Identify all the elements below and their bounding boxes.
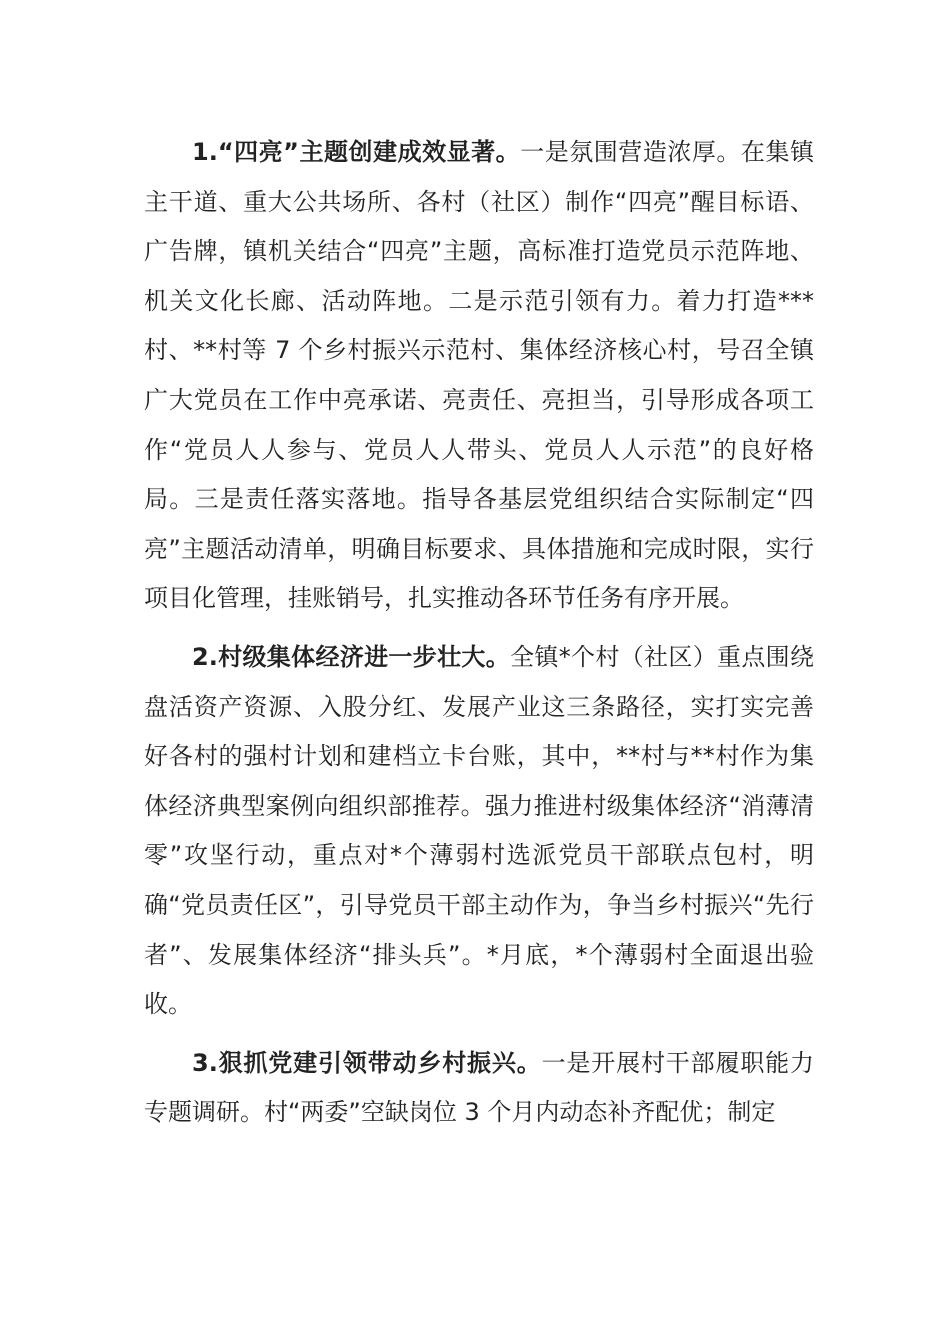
paragraph-2	[144, 633, 814, 1030]
paragraph-3	[144, 1039, 814, 1138]
paragraph-1-body: 一是氛围营造浓厚。在集镇主干道、重大公共场所、各村（社区）制作“四亮”醒目标语、广告牌，镇机关结合“四亮”主题，高标准打造党员示范阵地、机关文化长廊、活动阵地。二是示范引领有力。着力打造***村、**村等 7 个乡村振兴示范村、集体经济核心村，号召全镇广大党员在工作中亮承诺、亮责任、亮担当，引导形成各项工作“党员人人参与、党员人人带头、党员人人示范”的良好格局。三是责任落实落地。指导各基层党组织结合实际制定“四亮”主题活动清单，明确目标要求、具体措施和完成时限，实行项目化管理，挂账销号，扎实推动各环节任务有序开展。	[144, 138, 814, 613]
paragraph-2-heading: 2.村级集体经济进一步壮大。	[192, 642, 511, 671]
paragraph-1	[144, 128, 814, 624]
paragraph-1-heading: 1.“四亮”主题创建成效显著。	[192, 138, 521, 166]
paragraph-3-heading: 3.狠抓党建引领带动乡村振兴。	[192, 1048, 542, 1077]
paragraph-3-body: 一是开展村干部履职能力专题调研。村“两委”空缺岗位 3 个月内动态补齐配优；制定	[144, 1048, 814, 1127]
paragraph-2-body: 全镇*个村（社区）重点围绕盘活资产资源、入股分红、发展产业这三条路径，实打实完善好各村的强村计划和建档立卡台账，其中，**村与**村作为集体经济典型案例向组织部推荐。强力推进村级集体经济“消薄清零”攻坚行动，重点对*个薄弱村选派党员干部联点包村，明确“党员责任区”，引导党员干部主动作为，争当乡村振兴“先行者”、发展集体经济“排头兵”。*月底，*个薄弱村全面退出验收。	[144, 642, 814, 1019]
document-page	[144, 128, 814, 1147]
